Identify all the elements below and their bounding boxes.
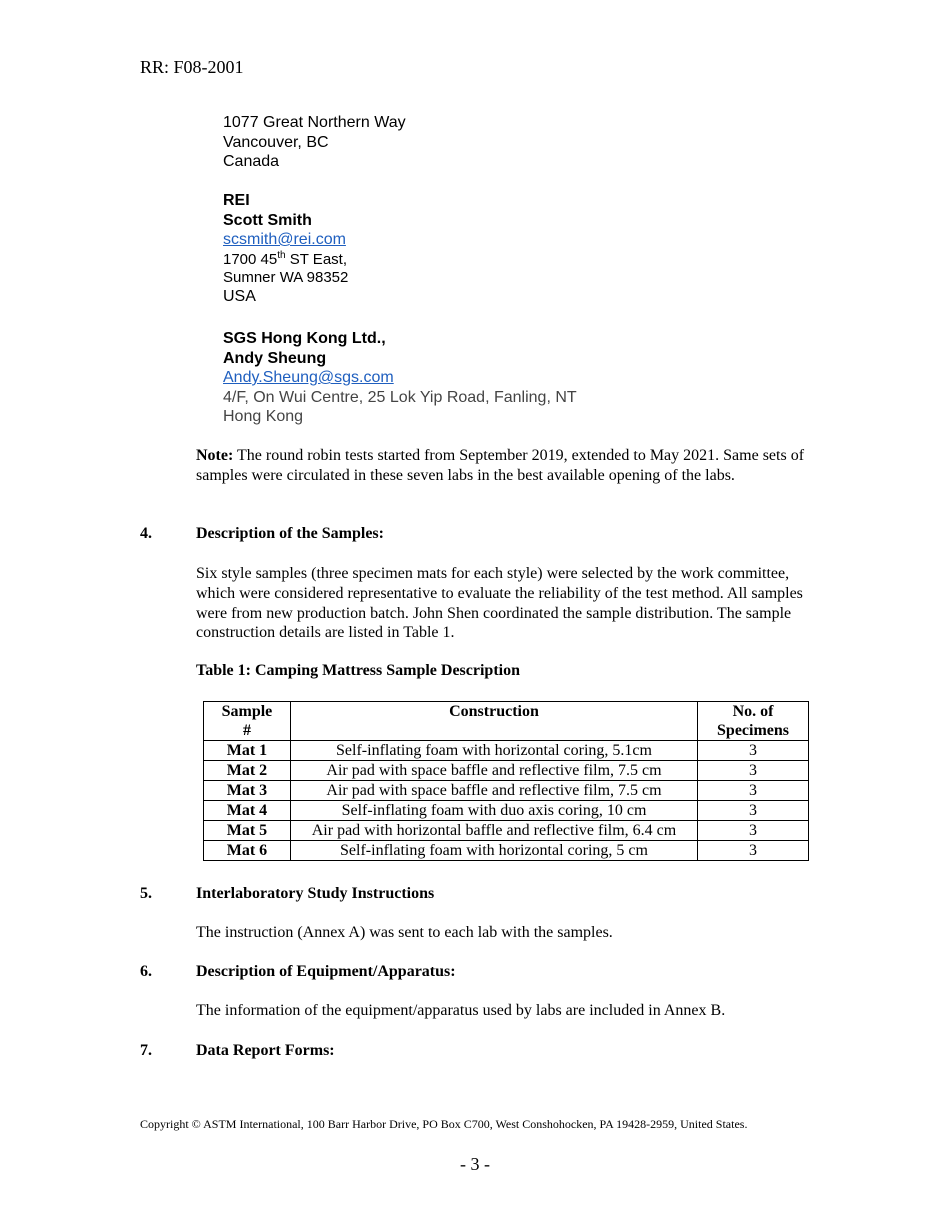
lab-contact-name: Andy Sheung [223, 349, 327, 367]
email-link[interactable]: scsmith@rei.com [223, 231, 346, 248]
cell-construction: Air pad with space baffle and reflective film, 7.5 cm [290, 781, 697, 801]
address-city: Sumner WA 98352 [223, 268, 349, 286]
table-row [204, 781, 809, 801]
section-5-body: The instruction (Annex A) was sent to each lab with the samples. [196, 924, 613, 941]
section-6-title: Description of Equipment/Apparatus: [196, 963, 456, 980]
section-4-number: 4. [140, 525, 152, 542]
section-4-title: Description of the Samples: [196, 525, 384, 542]
address-street: 1700 45th ST East, [223, 249, 347, 268]
cell-sample: Mat 6 [204, 841, 291, 861]
cell-specimens: 3 [698, 801, 809, 821]
address-city: Vancouver, BC [223, 133, 329, 151]
cell-construction: Self-inflating foam with horizontal coring, 5 cm [290, 841, 697, 861]
address-country: USA [223, 287, 256, 305]
address-country: Canada [223, 153, 280, 170]
address-country: Hong Kong [223, 408, 304, 425]
section-5-number: 5. [140, 885, 152, 902]
note-text: The round robin tests started from September 2019, extended to May 2021. Same sets of samples were circulated in these seven labs in the best available opening of the labs. [196, 447, 805, 484]
section-7-number: 7. [140, 1042, 152, 1059]
section-4-body: Six style samples (three specimen mats for each style) were selected by the work committee, which were considered representative to evaluate the reliability of the test method. All samples were from new production batch. John Shen coordinated the sample distribution. The sample construction details are listed in Table 1. [196, 565, 803, 642]
copyright-footer: Copyright © ASTM International, 100 Barr Harbor Drive, PO Box C700, West Conshohocken, PA 19428-2959, United States. [140, 1117, 748, 1131]
table-row [204, 741, 809, 761]
header-construction: Construction [290, 702, 697, 741]
lab-address-rei [223, 191, 348, 306]
note-label: Note: [196, 447, 234, 464]
cell-sample: Mat 4 [204, 801, 291, 821]
cell-sample: Mat 3 [204, 781, 291, 801]
table-1-caption: Table 1: Camping Mattress Sample Description [196, 662, 520, 679]
table-row [204, 821, 809, 841]
section-7-title: Data Report Forms: [196, 1042, 335, 1059]
cell-construction: Self-inflating foam with horizontal coring, 5.1cm [290, 741, 697, 761]
section-6-body: The information of the equipment/apparatus used by labs are included in Annex B. [196, 1002, 726, 1019]
section-6-number: 6. [140, 963, 152, 980]
cell-sample: Mat 5 [204, 821, 291, 841]
doc-id-header: RR: F08-2001 [140, 57, 244, 77]
cell-sample: Mat 2 [204, 761, 291, 781]
cell-sample: Mat 1 [204, 741, 291, 761]
note-paragraph [196, 446, 811, 486]
cell-specimens: 3 [698, 781, 809, 801]
lab-address-top [223, 113, 406, 172]
section-5-title: Interlaboratory Study Instructions [196, 885, 435, 902]
lab-contact-name: Scott Smith [223, 211, 312, 229]
header-sample: Sample # [204, 702, 291, 741]
table-row [204, 841, 809, 861]
cell-specimens: 3 [698, 761, 809, 781]
header-specimens: No. of Specimens [698, 702, 809, 741]
table-row [204, 801, 809, 821]
address-street: 4/F, On Wui Centre, 25 Lok Yip Road, Fanling, NT [223, 388, 577, 406]
cell-construction: Air pad with horizontal baffle and reflective film, 6.4 cm [290, 821, 697, 841]
sample-table [203, 701, 809, 861]
email-link[interactable]: Andy.Sheung@sgs.com [223, 369, 394, 386]
address-street: 1077 Great Northern Way [223, 114, 406, 131]
lab-org-name: REI [223, 192, 250, 209]
cell-construction: Air pad with space baffle and reflective film, 7.5 cm [290, 761, 697, 781]
cell-specimens: 3 [698, 841, 809, 861]
cell-specimens: 3 [698, 741, 809, 761]
page-number: - 3 - [460, 1154, 490, 1174]
lab-address-sgs [223, 329, 577, 427]
cell-specimens: 3 [698, 821, 809, 841]
lab-org-name: SGS Hong Kong Ltd., [223, 330, 386, 347]
table-header-row [204, 702, 809, 741]
cell-construction: Self-inflating foam with duo axis coring, 10 cm [290, 801, 697, 821]
table-row [204, 761, 809, 781]
